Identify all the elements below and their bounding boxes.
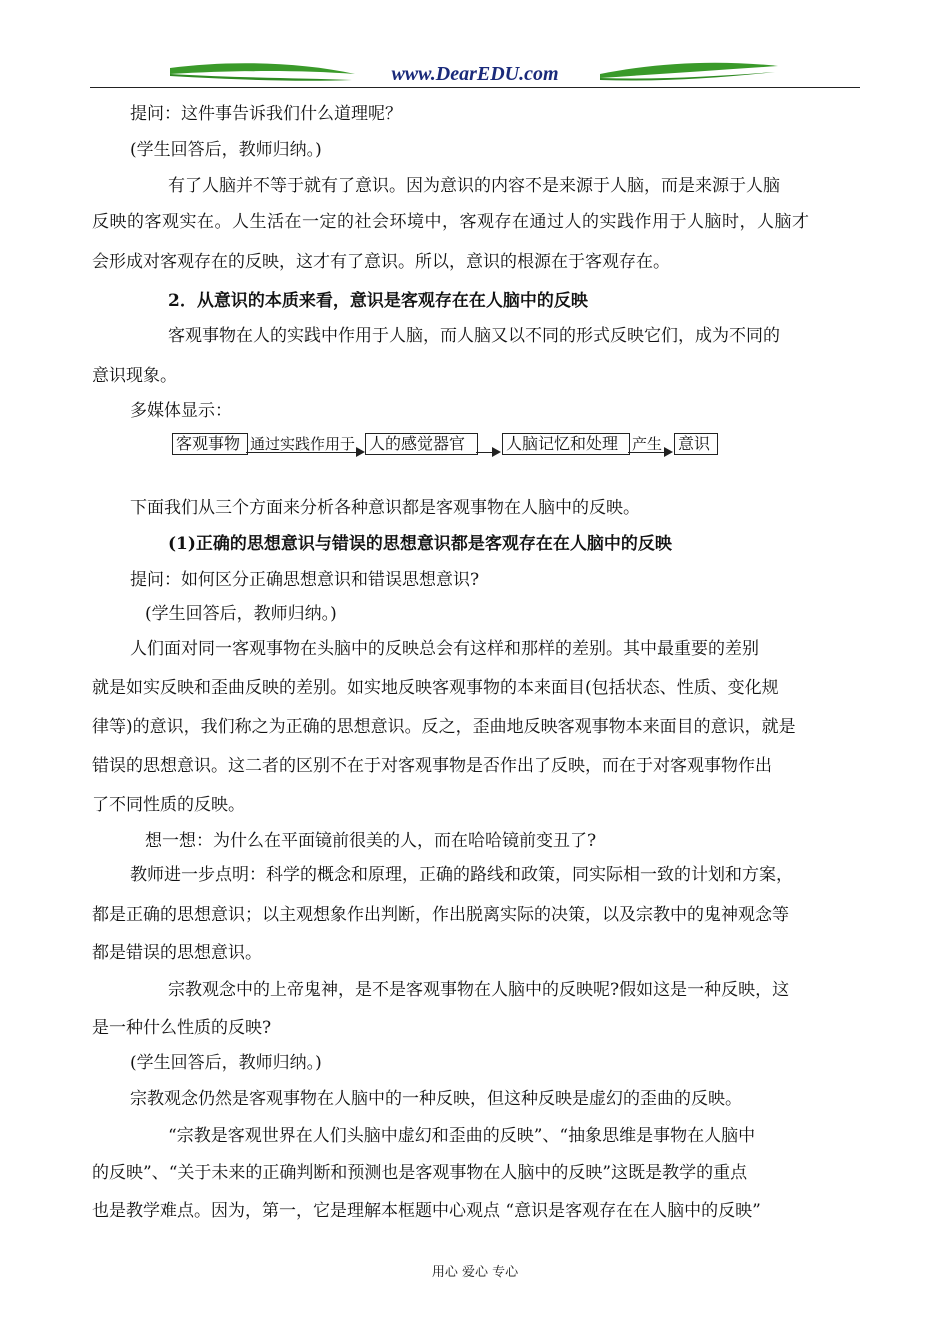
section-heading: 2．从意识的本质来看，意识是客观存在在人脑中的反映 [168, 291, 588, 311]
paragraph-line: 都是正确的思想意识；以主观想象作出判断，作出脱离实际的决策，以及宗教中的鬼神观念等 [92, 905, 789, 925]
paragraph-line: (学生回答后，教师归纳。) [130, 1053, 322, 1073]
paragraph-line: 反映的客观实在。人生活在一定的社会环境中，客观存在通过人的实践作用于人脑时，人脑才 [92, 212, 810, 232]
paragraph-line: 律等)的意识，我们称之为正确的思想意识。反之，歪曲地反映客观事物本来面目的意识，就是 [92, 717, 796, 737]
paragraph-line: (学生回答后，教师归纳。) [130, 140, 322, 160]
page-footer: 用心 爱心 专心 [431, 1265, 519, 1280]
flow-box-sense-organs: 人的感觉器官 [365, 433, 478, 455]
header-rule [90, 87, 860, 88]
site-name: www.DearEDU.com [391, 63, 559, 85]
flow-arrow-head-icon [356, 447, 365, 457]
flow-label-produce: 产生 [632, 435, 663, 453]
paragraph-line: 是一种什么性质的反映? [92, 1018, 272, 1038]
header-banner [0, 52, 950, 92]
paragraph-line: 客观事物在人的实践中作用于人脑，而人脑又以不同的形式反映它们，成为不同的 [168, 326, 780, 346]
flow-box-objective-things: 客观事物 [172, 433, 248, 455]
paragraph-line: 了不同性质的反映。 [92, 795, 245, 815]
paragraph-line: 提问：如何区分正确思想意识和错误思想意识? [130, 570, 480, 590]
flow-arrow [628, 452, 666, 453]
paragraph-line: 会形成对客观存在的反映，这才有了意识。所以，意识的根源在于客观存在。 [92, 252, 670, 272]
paragraph-line: 就是如实反映和歪曲反映的差别。如实地反映客观事物的本来面目(包括状态、性质、变化规 [92, 678, 779, 698]
paragraph-line: 多媒体显示： [130, 401, 232, 421]
paragraph-line: 提问：这件事告诉我们什么道理呢？ [130, 104, 402, 124]
flow-arrow-head-icon [664, 447, 673, 457]
paragraph-line: 有了人脑并不等于就有了意识。因为意识的内容不是来源于人脑，而是来源于人脑 [168, 176, 780, 196]
flow-label-practice: 通过实践作用于 [250, 435, 356, 453]
paragraph-line: (学生回答后，教师归纳。) [145, 604, 337, 624]
paragraph-line: 的反映”、“关于未来的正确判断和预测也是客观事物在人脑中的反映”这既是教学的重点 [92, 1163, 748, 1183]
section-heading: (1)正确的思想意识与错误的思想意识都是客观存在在人脑中的反映 [168, 534, 672, 554]
flow-diagram [172, 433, 732, 457]
paragraph-line: 人们面对同一客观事物在头脑中的反映总会有这样和那样的差别。其中最重要的差别 [130, 639, 759, 659]
flow-box-consciousness: 意识 [674, 433, 718, 455]
paragraph-line: 也是教学难点。因为，第一，它是理解本框题中心观点 “意识是客观存在在人脑中的反映” [92, 1201, 761, 1221]
flow-arrow-head-icon [492, 447, 501, 457]
paragraph-line: 意识现象。 [92, 366, 177, 386]
paragraph-line: 宗教观念仍然是客观事物在人脑中的一种反映，但这种反映是虚幻的歪曲的反映。 [130, 1089, 742, 1109]
paragraph-line: 宗教观念中的上帝鬼神，是不是客观事物在人脑中的反映呢?假如这是一种反映，这 [168, 980, 790, 1000]
flow-box-brain-processing: 人脑记忆和处理 [502, 433, 630, 455]
paragraph-line: “宗教是客观世界在人们头脑中虚幻和歪曲的反映”、“抽象思维是事物在人脑中 [168, 1126, 756, 1146]
paragraph-line: 教师进一步点明：科学的概念和原理，正确的路线和政策，同实际相一致的计划和方案， [130, 865, 793, 885]
paragraph-line: 都是错误的思想意识。 [92, 943, 262, 963]
paragraph-line: 错误的思想意识。这二者的区别不在于对客观事物是否作出了反映，而在于对客观事物作出 [92, 756, 772, 776]
paragraph-line: 想一想：为什么在平面镜前很美的人，而在哈哈镜前变丑了? [145, 831, 597, 851]
flow-arrow [246, 452, 358, 453]
paragraph-line: 下面我们从三个方面来分析各种意识都是客观事物在人脑中的反映。 [130, 498, 640, 518]
